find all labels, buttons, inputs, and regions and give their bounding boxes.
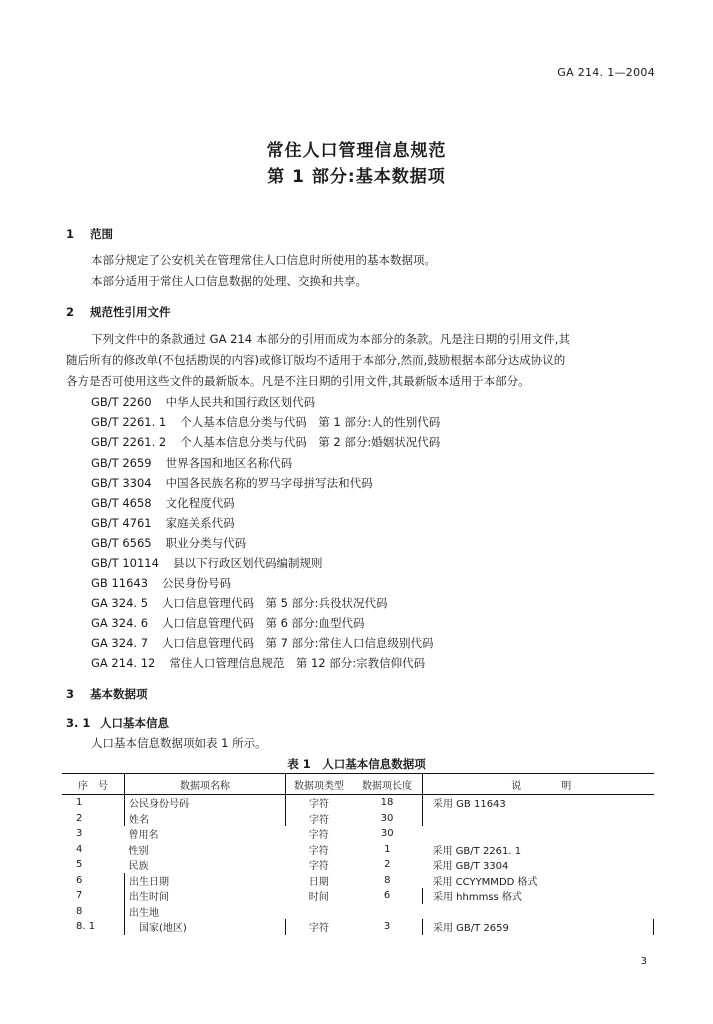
subsection-title: 人口基本信息 xyxy=(100,716,169,730)
cell-name: 姓名 xyxy=(125,811,286,827)
cell-length: 1 xyxy=(384,843,391,855)
data-items-table xyxy=(62,773,654,935)
cell-seq: 6 xyxy=(76,874,83,886)
cell-name: 公民身份号码 xyxy=(125,795,286,811)
paragraph: 随后所有的修改单(不包括勘误的内容)或修订版均不适用于本部分,然而,鼓励根据本部分达成协议的 xyxy=(66,353,566,367)
cell-type: 字符 xyxy=(286,919,353,935)
section-3-heading xyxy=(66,686,148,702)
cell-seq: 2 xyxy=(76,812,83,824)
reference-title: 世界各国和地区名称代码 xyxy=(165,456,293,470)
reference-item xyxy=(91,655,425,671)
section-title: 范围 xyxy=(90,227,113,241)
cell-name: 出生日期 xyxy=(125,873,286,889)
cell-length: 18 xyxy=(380,797,394,809)
cell-desc: 采用 GB 11643 xyxy=(423,795,654,811)
cell-type: 字符 xyxy=(286,795,353,811)
cell-type xyxy=(286,904,353,920)
cell-seq: 8 xyxy=(76,905,83,917)
standard-code: GA 214. 1—2004 xyxy=(557,66,655,79)
cell-type: 日期 xyxy=(308,876,329,888)
reference-title: 个人基本信息分类与代码 第 2 部分:婚姻状况代码 xyxy=(180,435,441,449)
reference-item xyxy=(91,635,434,651)
reference-code: GB/T 2261. 1 xyxy=(91,415,167,429)
cell-seq: 5 xyxy=(76,859,83,871)
cell-type: 时间 xyxy=(308,892,329,904)
column-header-type: 数据项类型 xyxy=(286,774,353,795)
table-row xyxy=(62,857,654,873)
table-row xyxy=(62,904,654,920)
reference-item xyxy=(91,414,440,430)
reference-code: GB/T 4761 xyxy=(91,516,152,530)
cell-type: 字符 xyxy=(308,845,329,857)
paragraph: 本部分规定了公安机关在管理常住人口信息时所使用的基本数据项。 xyxy=(91,253,436,267)
reference-code: GA 324. 6 xyxy=(91,616,149,630)
cell-desc xyxy=(423,904,654,920)
cell-name: 曾用名 xyxy=(128,830,159,842)
cell-name: 性别 xyxy=(128,845,149,857)
reference-item xyxy=(91,515,235,531)
reference-code: GB/T 2261. 2 xyxy=(91,435,167,449)
cell-length: 6 xyxy=(383,890,391,902)
reference-title: 中华人民共和国行政区划代码 xyxy=(165,395,316,409)
section-2-heading xyxy=(66,304,171,320)
cell-seq: 3 xyxy=(76,828,83,840)
reference-code: GB/T 4658 xyxy=(91,496,152,510)
reference-title: 人口信息管理代码 第 6 部分:血型代码 xyxy=(162,616,365,630)
reference-item xyxy=(91,455,292,471)
reference-title: 家庭关系代码 xyxy=(165,516,235,530)
column-header-length: 数据项长度 xyxy=(352,774,423,795)
cell-length xyxy=(352,904,423,920)
reference-code: GB/T 2260 xyxy=(91,395,152,409)
cell-desc: 采用 GB/T 2261. 1 xyxy=(432,845,522,857)
reference-code: GB 11643 xyxy=(91,576,149,590)
paragraph: 各方是否可使用这些文件的最新版本。凡是不注日期的引用文件,其最新版本适用于本部分。 xyxy=(66,374,530,388)
cell-type: 字符 xyxy=(308,830,329,842)
section-title: 基本数据项 xyxy=(90,687,148,701)
section-number: 2 xyxy=(66,305,75,319)
reference-item xyxy=(91,475,373,491)
reference-title: 个人基本信息分类与代码 第 1 部分:人的性别代码 xyxy=(180,415,441,429)
cell-type: 字符 xyxy=(286,811,353,827)
reference-title: 人口信息管理代码 第 7 部分:常住人口信息级别代码 xyxy=(162,636,434,650)
paragraph: 人口基本信息数据项如表 1 所示。 xyxy=(91,736,267,750)
section-number: 3 xyxy=(66,687,75,701)
cell-length: 3 xyxy=(383,921,391,933)
reference-code: GB/T 10114 xyxy=(91,556,159,570)
reference-title: 文化程度代码 xyxy=(165,496,235,510)
reference-item xyxy=(91,555,322,571)
reference-item xyxy=(91,595,388,611)
reference-code: GA 324. 5 xyxy=(91,596,149,610)
reference-item xyxy=(91,575,231,591)
table-row xyxy=(62,795,654,811)
table-row xyxy=(62,919,654,935)
cell-name: 出生地 xyxy=(125,904,286,920)
reference-title: 中国各民族名称的罗马字母拼写法和代码 xyxy=(165,476,373,490)
reference-item xyxy=(91,495,235,511)
cell-name: 出生时间 xyxy=(125,888,286,904)
reference-title: 县以下行政区划代码编制规则 xyxy=(172,556,323,570)
cell-desc: 采用 GB/T 3304 xyxy=(432,861,509,873)
reference-item xyxy=(91,394,315,410)
cell-desc xyxy=(423,811,654,827)
table-row xyxy=(62,826,654,842)
cell-length: 30 xyxy=(380,812,394,824)
cell-seq: 8. 1 xyxy=(76,921,96,933)
cell-desc: 采用 hhmmss 格式 xyxy=(423,888,654,904)
paragraph: 下列文件中的条款通过 GA 214 本部分的引用而成为本部分的条款。凡是注日期的引用文件,其 xyxy=(91,332,570,346)
table-row xyxy=(62,888,654,904)
page-number: 3 xyxy=(640,956,647,967)
paragraph: 本部分适用于常住人口信息数据的处理、交换和共享。 xyxy=(91,274,367,288)
reference-code: GB/T 2659 xyxy=(91,456,152,470)
document-subtitle: 第 1 部分:基本数据项 xyxy=(267,167,446,187)
reference-title: 人口信息管理代码 第 5 部分:兵役状况代码 xyxy=(162,596,388,610)
reference-title: 职业分类与代码 xyxy=(165,536,247,550)
reference-title: 公民身份号码 xyxy=(162,576,232,590)
section-title: 规范性引用文件 xyxy=(90,305,171,319)
column-header-seq: 序 号 xyxy=(62,774,125,795)
table-header-row xyxy=(62,774,654,795)
reference-item xyxy=(91,535,246,551)
column-header-name: 数据项名称 xyxy=(125,774,286,795)
subsection-number: 3. 1 xyxy=(66,716,91,730)
cell-desc: 采用 GB/T 2659 xyxy=(423,919,654,935)
cell-seq: 4 xyxy=(76,843,83,855)
reference-code: GB/T 3304 xyxy=(91,476,152,490)
document-title: 常住人口管理信息规范 xyxy=(266,141,447,161)
table-caption: 表 1 人口基本信息数据项 xyxy=(287,757,426,771)
cell-length: 30 xyxy=(380,828,394,840)
cell-name: 民族 xyxy=(128,861,149,873)
cell-desc: 采用 CCYYMMDD 格式 xyxy=(432,876,538,888)
cell-length: 2 xyxy=(384,859,391,871)
table-row xyxy=(62,811,654,827)
reference-item xyxy=(91,434,440,450)
column-header-desc: 说 明 xyxy=(423,774,654,795)
reference-title: 常住人口管理信息规范 第 12 部分:宗教信仰代码 xyxy=(169,656,426,670)
reference-item xyxy=(91,615,365,631)
cell-seq: 7 xyxy=(76,890,83,902)
cell-length: 8 xyxy=(384,874,391,886)
cell-name: 国家(地区) xyxy=(125,919,286,935)
reference-code: GB/T 6565 xyxy=(91,536,152,550)
reference-code: GA 214. 12 xyxy=(91,656,156,670)
cell-seq: 1 xyxy=(76,797,83,809)
reference-code: GA 324. 7 xyxy=(91,636,149,650)
table-row xyxy=(62,873,654,889)
cell-type: 字符 xyxy=(308,861,329,873)
subsection-heading xyxy=(66,715,169,731)
table-row xyxy=(62,842,654,858)
section-1-heading xyxy=(66,226,113,242)
cell-desc xyxy=(423,826,654,842)
section-number: 1 xyxy=(66,227,75,241)
